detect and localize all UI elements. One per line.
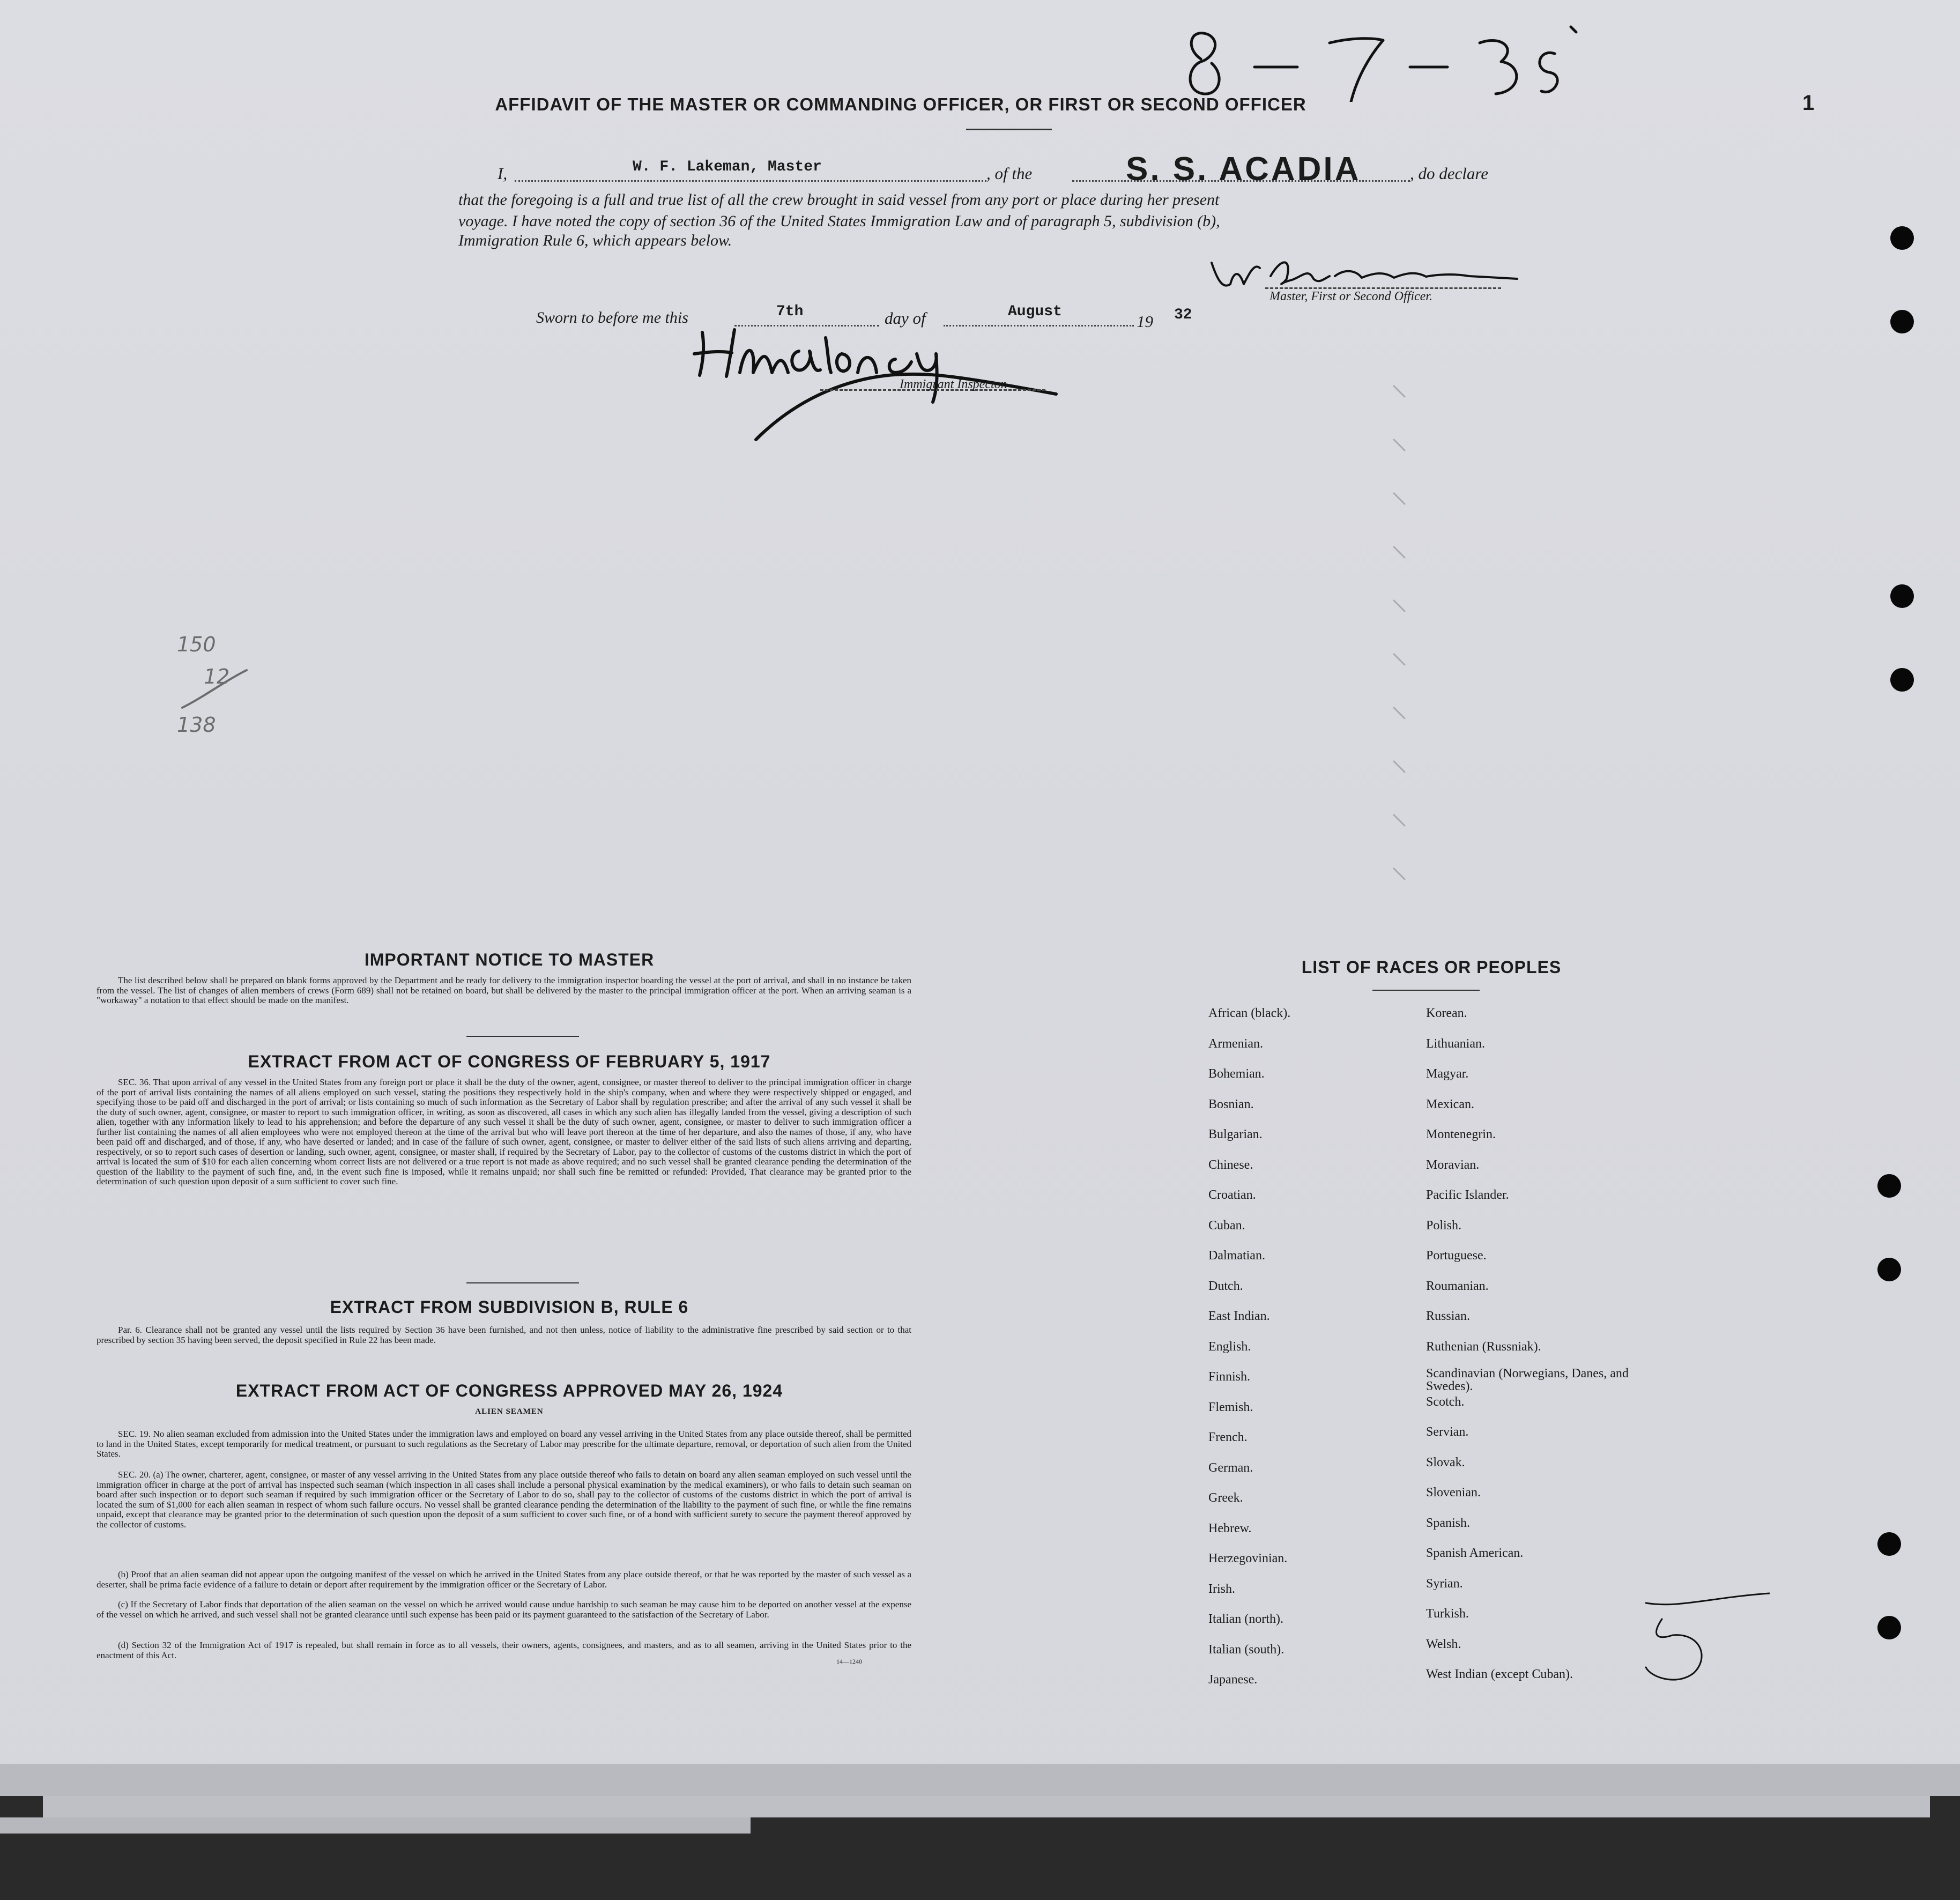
sworn-day: 7th	[776, 303, 804, 320]
handwritten-date-ink	[1179, 21, 1587, 102]
race-item: Syrian.	[1426, 1576, 1463, 1591]
of-the-label: , of the	[986, 164, 1033, 183]
day-of-label: day of	[885, 309, 926, 328]
race-item: African (black).	[1208, 1006, 1291, 1020]
handwritten-figure	[1630, 1587, 1780, 1694]
race-item: West Indian (except Cuban).	[1426, 1667, 1573, 1681]
extract-1917-divider	[466, 1282, 579, 1283]
binding-hole	[1890, 310, 1914, 333]
officer-name-line	[515, 180, 986, 182]
extract-1924-heading: EXTRACT FROM ACT OF CONGRESS APPROVED MAY 26, 1924	[235, 1381, 783, 1400]
race-item: Slovak.	[1426, 1455, 1465, 1469]
race-item: Italian (south).	[1208, 1642, 1285, 1657]
race-item: Croatian.	[1208, 1188, 1256, 1202]
binding-hole	[1877, 1258, 1901, 1281]
race-item: Armenian.	[1208, 1036, 1263, 1051]
race-item: Servian.	[1426, 1425, 1469, 1439]
binding-hole	[1877, 1174, 1901, 1198]
handwritten-date	[1179, 21, 1587, 102]
extract-1924-sec19: SEC. 19. No alien seaman excluded from admission into the United States under the immigration laws and employed on board any vessel arriving in the United States from any place outside thereof, shall be permitted to land in the United States, except temporarily for medical treatment, or pursuant to such regulations as the Secretary of Labor may prescribe for the ultimate departure, removal, or deportation of such alien from the United States.	[96, 1429, 911, 1459]
i-label: I,	[498, 164, 508, 183]
notice-heading: IMPORTANT NOTICE TO MASTER	[364, 950, 655, 969]
master-signature-caption: Master, First or Second Officer.	[1269, 290, 1432, 303]
race-item: Mexican.	[1426, 1097, 1474, 1111]
binding-hole	[1877, 1532, 1901, 1556]
extract-1924-subheading: ALIEN SEAMEN	[475, 1407, 544, 1416]
race-item: Ruthenian (Russniak).	[1426, 1339, 1541, 1354]
officer-name: W. F. Lakeman, Master	[633, 159, 822, 175]
faint-tick-marks	[1372, 375, 1447, 911]
race-item: Japanese.	[1208, 1673, 1258, 1687]
sworn-month: August	[1008, 303, 1062, 320]
binding-hole	[1890, 584, 1914, 608]
notice-text: The list described below shall be prepared on blank forms approved by the Department and be ready for delivery to the immigration inspector boarding the vessel at the port of arrival, and shall in no instance be taken from the vessel. The list of changes of alien members of crews (Form 689) shall not be retained on board, but shall be delivered by the master to the principal immigration officer at the port. When an arriving seaman is a "workaway" a notation to that effect should be made on the manifest.	[96, 975, 911, 1005]
races-column-2	[1426, 998, 1640, 1690]
race-item: Scandinavian (Norwegians, Danes, and Swedes).	[1426, 1367, 1629, 1393]
race-item: Dutch.	[1208, 1279, 1243, 1293]
title-divider	[966, 129, 1052, 130]
race-item: Bosnian.	[1208, 1097, 1254, 1111]
tally-bottom: 138	[177, 713, 216, 737]
race-item: Montenegrin.	[1426, 1127, 1496, 1141]
affidavit-line-3: voyage. I have noted the copy of section 36 of the United States Immigration Law and of paragraph 5, subdivision (b),	[458, 212, 1220, 230]
year-prefix: 19	[1137, 312, 1153, 331]
handwritten-figure-ink	[1630, 1587, 1780, 1694]
inspector-signature-ink	[681, 322, 1067, 477]
binding-hole	[1890, 668, 1914, 692]
race-item: Polish.	[1426, 1218, 1462, 1233]
extract-1924-sec20a: SEC. 20. (a) The owner, charterer, agent, consignee, or master of any vessel arriving in the United States from any place outside thereof who fails to detain on board any alien seaman employed on such vessel until the immigration officer in charge at the port of arrival has inspected such seaman (which inspection in all cases shall include a personal physical examination by the medical examiners), or who fails to detain such seaman on board after such inspection or to deport such seaman if required by such immigration officer or the Secretary of Labor to do so, shall pay to the collector of customs of the customs district in which the port of arrival is located the sum of $1,000 for each alien seaman in respect of whom such failure occurs. No vessel shall be granted clearance pending the determination of the liability to the payment of such fine, or while the fine remains unpaid, except that clearance may be granted prior to the determination of such question upon the deposit of a sum sufficient to cover such fine, or of a bond with sufficient surety to secure the payment thereof approved by the collector of customs.	[96, 1469, 911, 1530]
underlying-page-edge	[0, 1764, 1960, 1796]
affidavit-line-2: that the foregoing is a full and true list of all the crew brought in said vessel from any port or place during her present	[458, 191, 1220, 209]
extract-1917-heading: EXTRACT FROM ACT OF CONGRESS OF FEBRUARY 5, 1917	[248, 1052, 771, 1071]
do-declare-label: , do declare	[1410, 164, 1489, 183]
vessel-name: S. S. ACADIA	[1126, 151, 1361, 188]
race-item: East Indian.	[1208, 1309, 1270, 1323]
race-item: Irish.	[1208, 1582, 1235, 1596]
race-item: Hebrew.	[1208, 1521, 1252, 1535]
race-item: Spanish.	[1426, 1516, 1471, 1530]
race-item: English.	[1208, 1339, 1251, 1354]
race-item: Slovenian.	[1426, 1486, 1481, 1500]
inspector-signature	[681, 322, 1067, 477]
race-item: Bulgarian.	[1208, 1127, 1263, 1141]
extract-1924-sec20d: (d) Section 32 of the Immigration Act of 1917 is repealed, but shall remain in force as to all vessels, their owners, agents, consignees, and masters, and as to all seamen, arriving in the United States prior to the enactment of this Act.	[96, 1640, 911, 1660]
race-item: Chinese.	[1208, 1157, 1253, 1172]
race-item: Finnish.	[1208, 1370, 1251, 1384]
race-item: Roumanian.	[1426, 1279, 1489, 1293]
race-item: Scotch.	[1426, 1394, 1465, 1409]
extract-1924-sec20b: (b) Proof that an alien seaman did not appear upon the outgoing manifest of the vessel on which he arrived in the United States from any place outside thereof, or that he was reported by the master of such vessel as a deserter, shall be prima facie evidence of a failure to detain or deport after requirement by the immigration officer or the Secretary of Labor.	[96, 1569, 911, 1590]
tally-middle: 12	[204, 665, 230, 688]
inspector-caption: Immigrant Inspector.	[900, 377, 1008, 391]
race-item: Magyar.	[1426, 1067, 1469, 1081]
race-item: French.	[1208, 1430, 1248, 1444]
tally-top: 150	[177, 633, 216, 656]
race-item: Turkish.	[1426, 1607, 1469, 1621]
race-item: Herzegovinian.	[1208, 1552, 1288, 1565]
year-suffix: 32	[1174, 307, 1192, 323]
affidavit-line-4: Immigration Rule 6, which appears below.	[458, 232, 732, 249]
race-item: Pacific Islander.	[1426, 1188, 1509, 1202]
corner-page-mark: 1	[1802, 91, 1815, 115]
notice-divider	[466, 1036, 579, 1037]
pencil-tally	[177, 633, 263, 751]
master-signature-line	[1265, 287, 1501, 289]
sworn-label: Sworn to before me this	[536, 309, 688, 326]
extract-rule6-heading: EXTRACT FROM SUBDIVISION B, RULE 6	[330, 1297, 689, 1317]
race-item: Lithuanian.	[1426, 1036, 1485, 1051]
underlying-page-edge-2	[43, 1796, 1930, 1817]
races-heading: LIST OF RACES OR PEOPLES	[1301, 958, 1562, 977]
race-item: Russian.	[1426, 1309, 1471, 1323]
race-item: Flemish.	[1208, 1400, 1253, 1414]
extract-rule6-text: Par. 6. Clearance shall not be granted any vessel until the lists required by Section 36 have been furnished, and not then unless, notice of liability to the administrative fine prescribed by said section or to that prescribed by section 35 having been served, the deposit specified in Rule 22 has been made.	[96, 1325, 911, 1345]
underlying-page-edge-3	[0, 1817, 751, 1834]
race-item: Korean.	[1426, 1006, 1467, 1020]
races-divider	[1372, 990, 1480, 991]
race-item: Greek.	[1208, 1491, 1243, 1505]
race-item: Spanish American.	[1426, 1546, 1524, 1560]
binding-hole	[1877, 1616, 1901, 1639]
race-item: Bohemian.	[1208, 1067, 1265, 1081]
extract-1917-text: SEC. 36. That upon arrival of any vessel in the United States from any foreign port or place it shall be the duty of the owner, agent, consignee, or master thereof to deliver to the principal immigration officer in charge of the port of arrival lists containing the names of all aliens employed on such vessel, stating the positions they respectively hold in the ship's company, when and where they were respectively shipped or engaged, and specifying those to be paid off and discharged in the port of arrival; or lists containing so much of such information as the Secretary of Labor shall by regulation prescribe; and after the arrival of any such vessel it shall be the duty of such owner, agent, consignee, or master to report to such immigration officer, in writing, as soon as discovered, all cases in which any such alien has illegally landed from the vessel, giving a description of such alien, together with any information likely to lead to his apprehension; and before the departure of any such vessel it shall be the duty of such owner, agent, consignee, or master to deliver to such immigration officer a further list containing the names of all alien employees who were not employed thereon at the time of the arrival but who will leave port thereon at the time of her departure, and also the names of those, if any, who have been paid off and discharged, and of those, if any, who have deserted or landed; and in case of the failure of such owner, agent, consignee, or master to deliver either of the said lists of such aliens arriving and departing, respectively, or so to report such cases of desertion or landing, such owner, agent, consignee, or master shall, if required by the Secretary of Labor, pay to the collector of customs of the customs district in which the port of arrival is located the sum of $10 for each alien concerning whom correct lists are not delivered or a true report is not made as above required; and no such vessel shall be granted clearance pending the determination of the question of the liability to the payment of such fine, and, in the event such fine is imposed, while it remains unpaid; nor shall such fine be remitted or refunded: Provided, That clearance may be granted prior to the determination of such question upon deposit of a sum sufficient to cover such fine.	[96, 1077, 911, 1186]
binding-hole	[1890, 226, 1914, 250]
race-item: German.	[1208, 1460, 1253, 1475]
races-column-1	[1208, 998, 1401, 1695]
race-item: Cuban.	[1208, 1218, 1245, 1233]
race-item: Italian (north).	[1208, 1612, 1283, 1626]
extract-1924-sec20c: (c) If the Secretary of Labor finds that deportation of the alien seaman on the vessel on which he arrived would cause undue hardship to such seaman he may cause him to be deported on another vessel at the expense of the vessel on which he arrived, and such vessel shall not be granted clearance until such expense has been paid or its payment guaranteed to the satisfaction of the Secretary of Labor.	[96, 1599, 911, 1620]
race-item: Portuguese.	[1426, 1249, 1487, 1263]
race-item: Dalmatian.	[1208, 1249, 1265, 1263]
form-number: 14—1240	[836, 1658, 862, 1665]
affidavit-title: AFFIDAVIT OF THE MASTER OR COMMANDING OFFICER, OR FIRST OR SECOND OFFICER	[495, 94, 1306, 114]
race-item: Moravian.	[1426, 1157, 1480, 1172]
race-item: Welsh.	[1426, 1637, 1461, 1651]
